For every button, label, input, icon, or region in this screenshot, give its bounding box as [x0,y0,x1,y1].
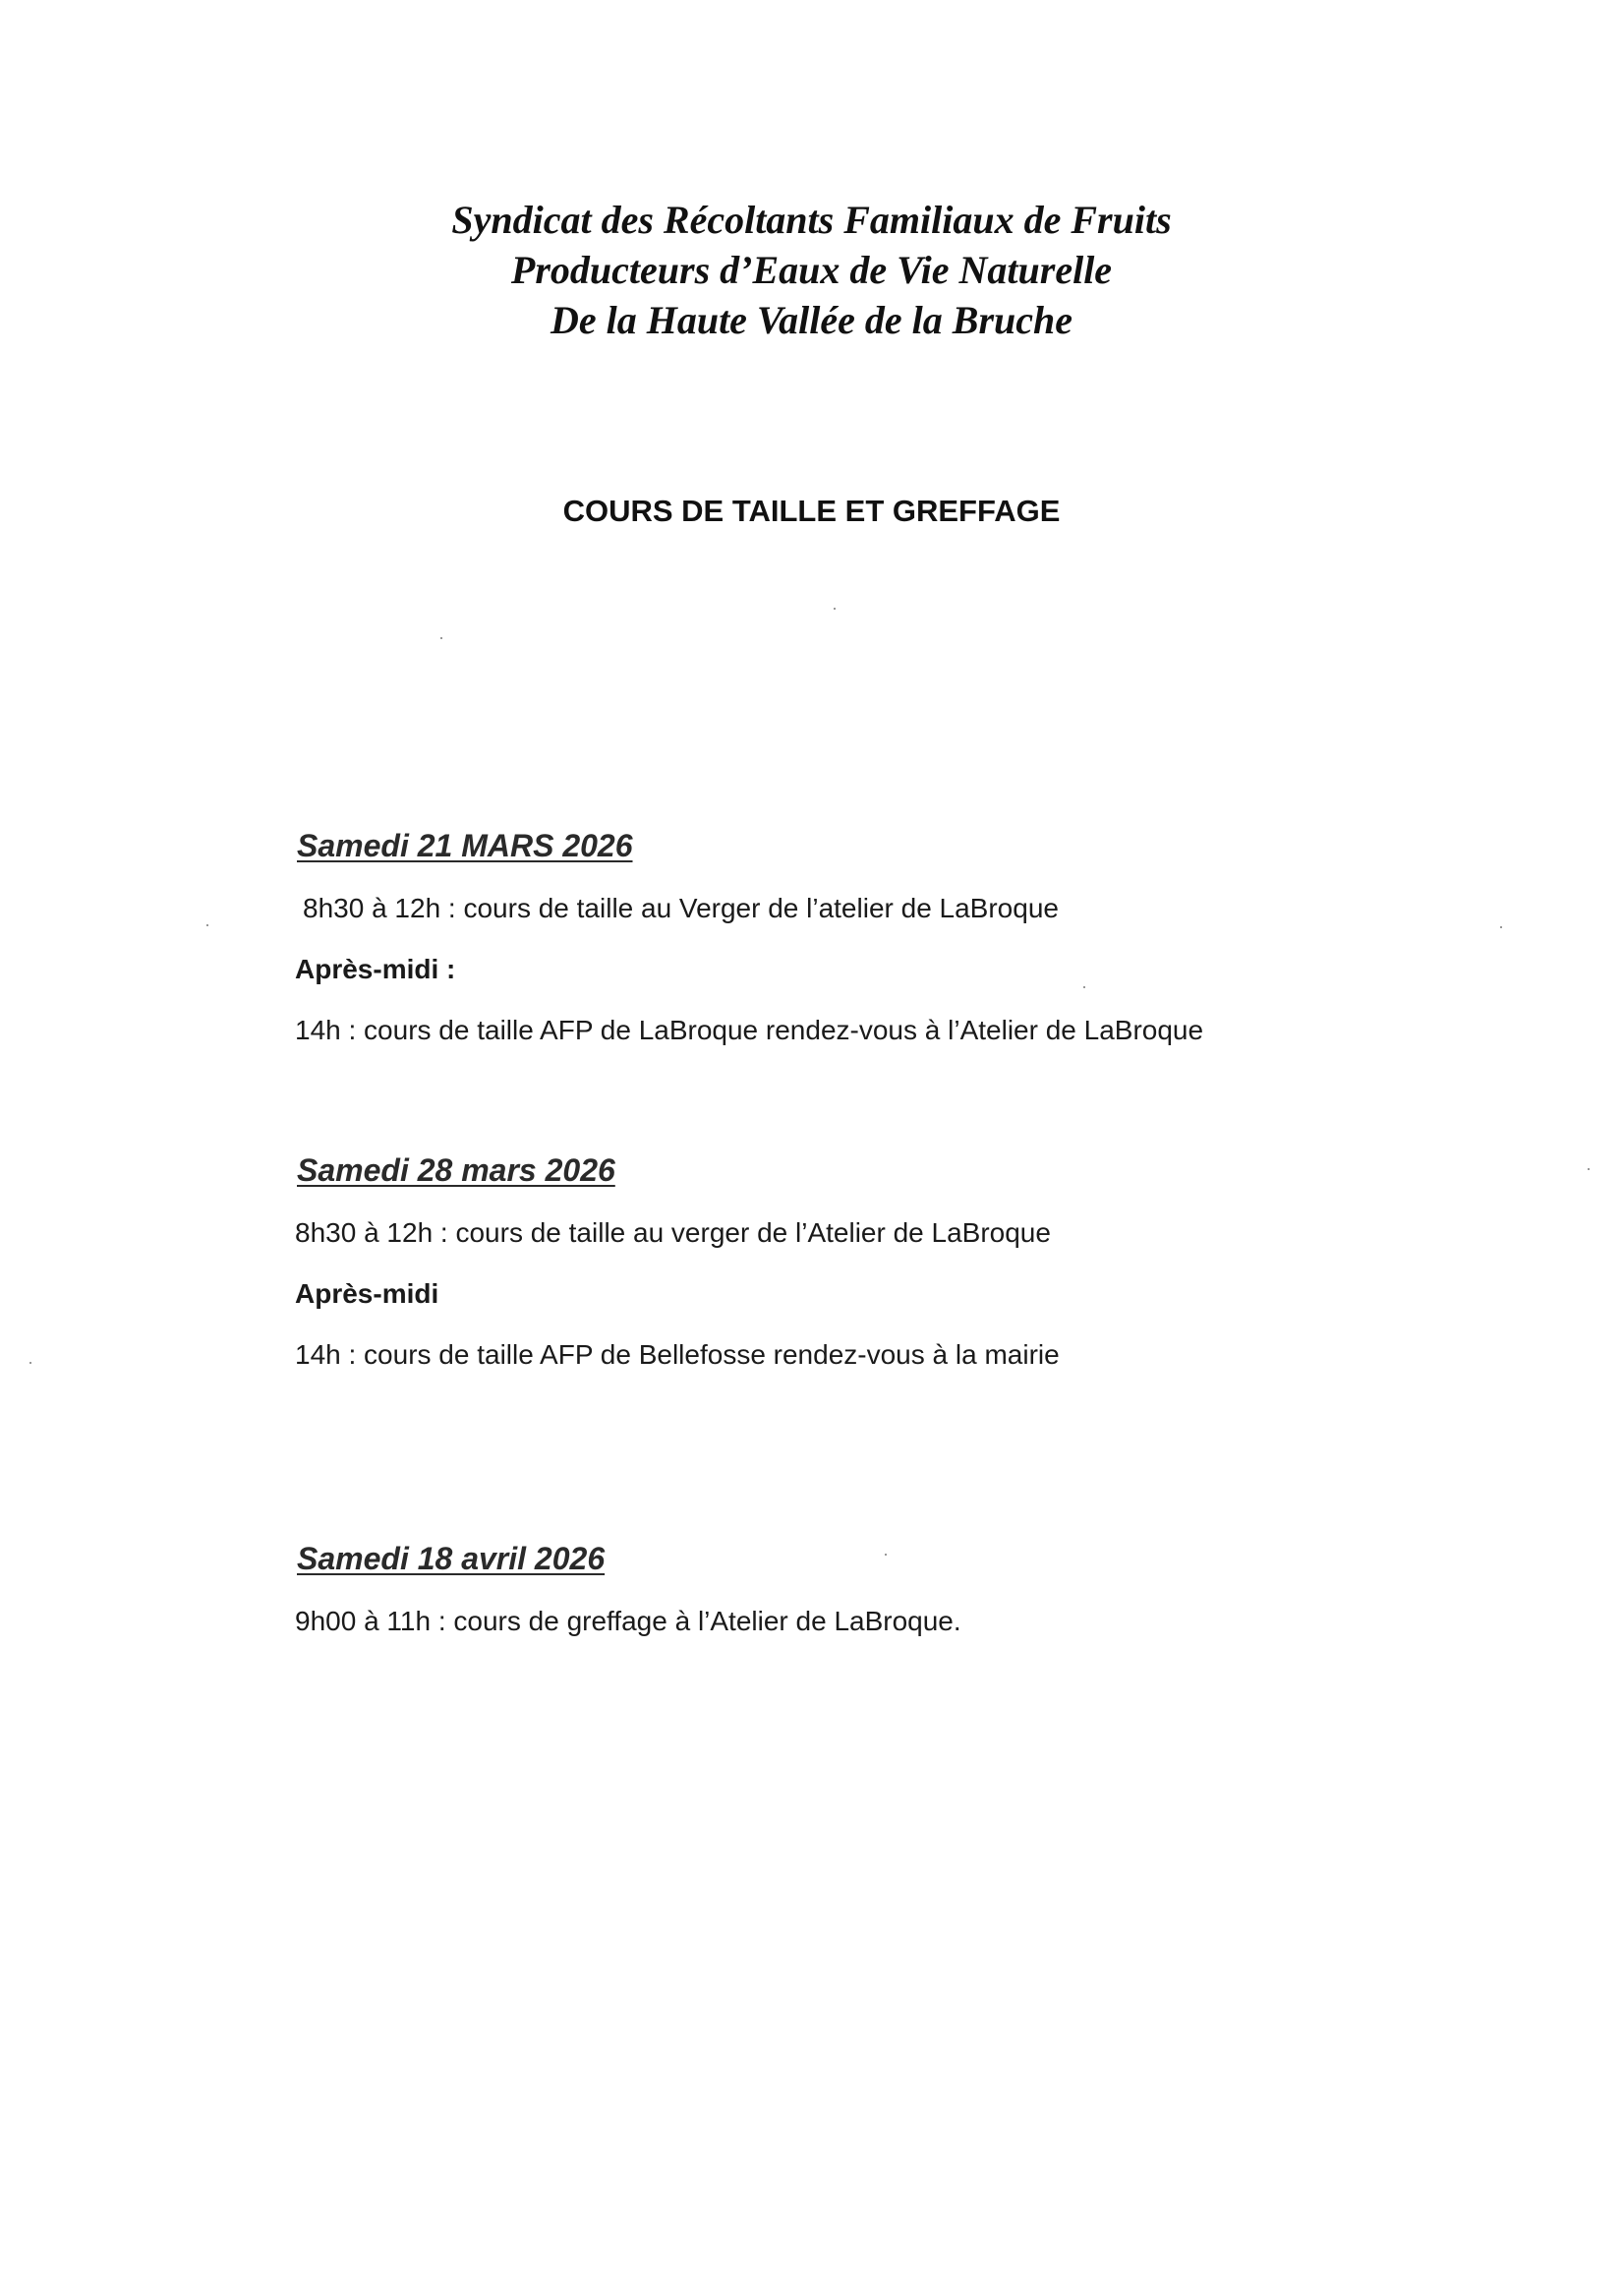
scan-speck [206,924,208,926]
session-morning-line: 9h00 à 11h : cours de greffage à l’Atelier de LaBroque. [295,1606,961,1636]
session-block-21-mars [295,826,1475,1048]
document-title: COURS DE TAILLE ET GREFFAGE [562,494,1061,528]
session-afternoon-line: 14h : cours de taille AFP de Bellefosse rendez-vous à la mairie [295,1339,1060,1370]
scan-speck [834,608,836,610]
session-date: Samedi 18 avril 2026 [297,1541,606,1576]
scan-speck [1083,986,1085,988]
session-date: Samedi 28 mars 2026 [297,1152,615,1188]
scan-speck [1500,926,1502,928]
session-afternoon-line: 14h : cours de taille AFP de LaBroque rendez-vous à l’Atelier de LaBroque [295,1015,1204,1045]
session-date: Samedi 21 MARS 2026 [297,828,633,863]
session-block-28-mars [295,1150,1475,1373]
scan-speck [1588,1168,1590,1170]
header-line-1: Syndicat des Récoltants Familiaux de Fruits [451,198,1172,242]
session-morning-line: 8h30 à 12h : cours de taille au Verger de l’atelier de LaBroque [303,893,1059,923]
session-morning-line: 8h30 à 12h : cours de taille au verger de l’Atelier de LaBroque [295,1217,1051,1248]
session-afternoon-label: Après-midi [295,1278,439,1309]
scan-speck [440,637,442,639]
header-line-3: De la Haute Vallée de la Bruche [550,298,1073,342]
scan-speck [29,1362,31,1364]
header-line-2: Producteurs d’Eaux de Vie Naturelle [510,248,1113,292]
session-afternoon-label: Après-midi : [295,954,456,984]
organization-header [0,195,1623,345]
scan-speck [885,1554,887,1556]
